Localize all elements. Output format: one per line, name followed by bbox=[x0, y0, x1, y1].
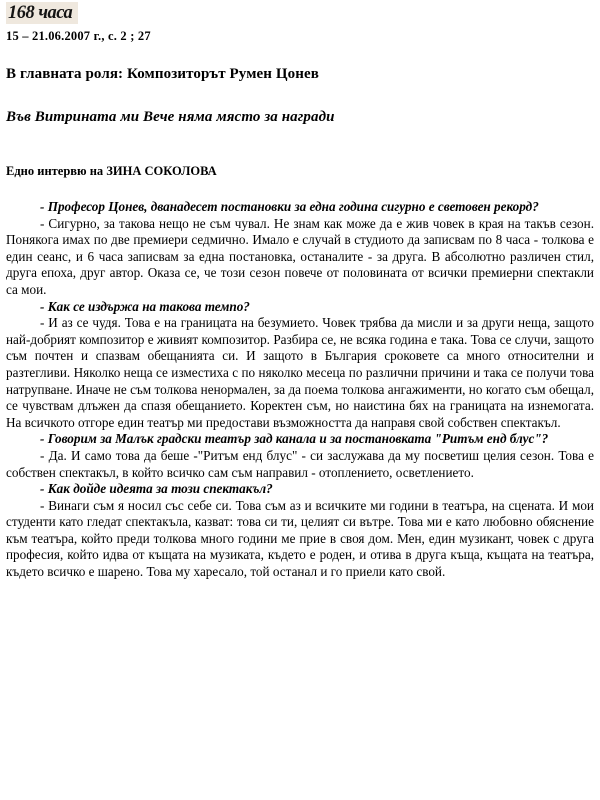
interview-answer: - Сигурно, за такова нещо не съм чувал. Не знам как може да е жив човек в края на такъв сезон. Понякога имах по две премиери седмично. Имало е случай в студиото да записвам по 8 часа - толкова е един сеанс, и 6 часа записвам за една постановка, останалите - за друга. В абсолютно различен стил, друга епоха, друг автор. Оказа се, че този сезон повече от половината от всички премиерни спектакли са мои. bbox=[6, 215, 594, 297]
interview-answer: - Винаги съм я носил със себе си. Това съм аз и всичките ми години в театъра, на сцената. И мои студенти като гледат спектакъла, казват: това си ти, целият си вътре. Това ми е като любовно обяснение към театъра, който преди толкова много години ме прие в своя дом. Мен, един музикант, човек с друга професия, който идва от къщата на музиката, където е роден, и отива в друга къща, къщата на театъра, където всичко е шарено. Това му харесало, той останал и го приели като свой. bbox=[6, 497, 594, 580]
article-byline: Едно интервю на ЗИНА СОКОЛОВА bbox=[6, 164, 217, 178]
interview-question: - Професор Цонев, дванадесет постановки за една година сигурно е световен рекорд? bbox=[40, 199, 539, 214]
article-subheadline: Във Витрината ми Вече няма място за награди bbox=[6, 109, 335, 125]
article-headline: В главната роля: Композиторът Румен Цонев bbox=[6, 66, 319, 82]
interview-body bbox=[6, 199, 594, 581]
interview-question: - Как дойде идеята за този спектакъл? bbox=[40, 481, 273, 497]
interview-question: - Говорим за Малък градски театър зад канала и за постановката "Ритъм енд блус"? bbox=[40, 431, 549, 447]
newspaper-logo-text: 168 часа bbox=[8, 2, 73, 23]
newspaper-logo bbox=[6, 2, 78, 24]
interview-answer: - И аз се чудя. Това е на границата на безумието. Човек трябва да мисли и за други неща, защото най-добрият композитор е живият композитор. Разбира се, не всяка година е така. Това се случи, защото съм почтен и спазвам обещанията си. И защото в България сроковете са много относителни и разтегливи. Няколко неща се изместиха с по няколко месеца по различни причини и така се получи това натрупване. Иначе не съм толкова ненормален, за да поема толкова ангажименти, но когато съм обещал, се чувствам длъжен да спазя обещанието. Коректен съм, но наистина бях на границата на изнемогата. На всичкото отгоре един театър ми предостави възможността да направя свой собствен спектакъл. bbox=[6, 315, 594, 430]
issue-dateline: 15 – 21.06.2007 г., с. 2 ; 27 bbox=[6, 29, 151, 43]
interview-answer: - Да. И само това да беше -"Ритъм енд блус" - си заслужава да му посветиш целия сезон. Това е собствен спектакъл, в който всичко сам съм направил - отоплението, осветлението. bbox=[6, 447, 594, 480]
interview-question: - Как се издържа на такова темпо? bbox=[40, 298, 250, 314]
masthead bbox=[6, 0, 594, 24]
